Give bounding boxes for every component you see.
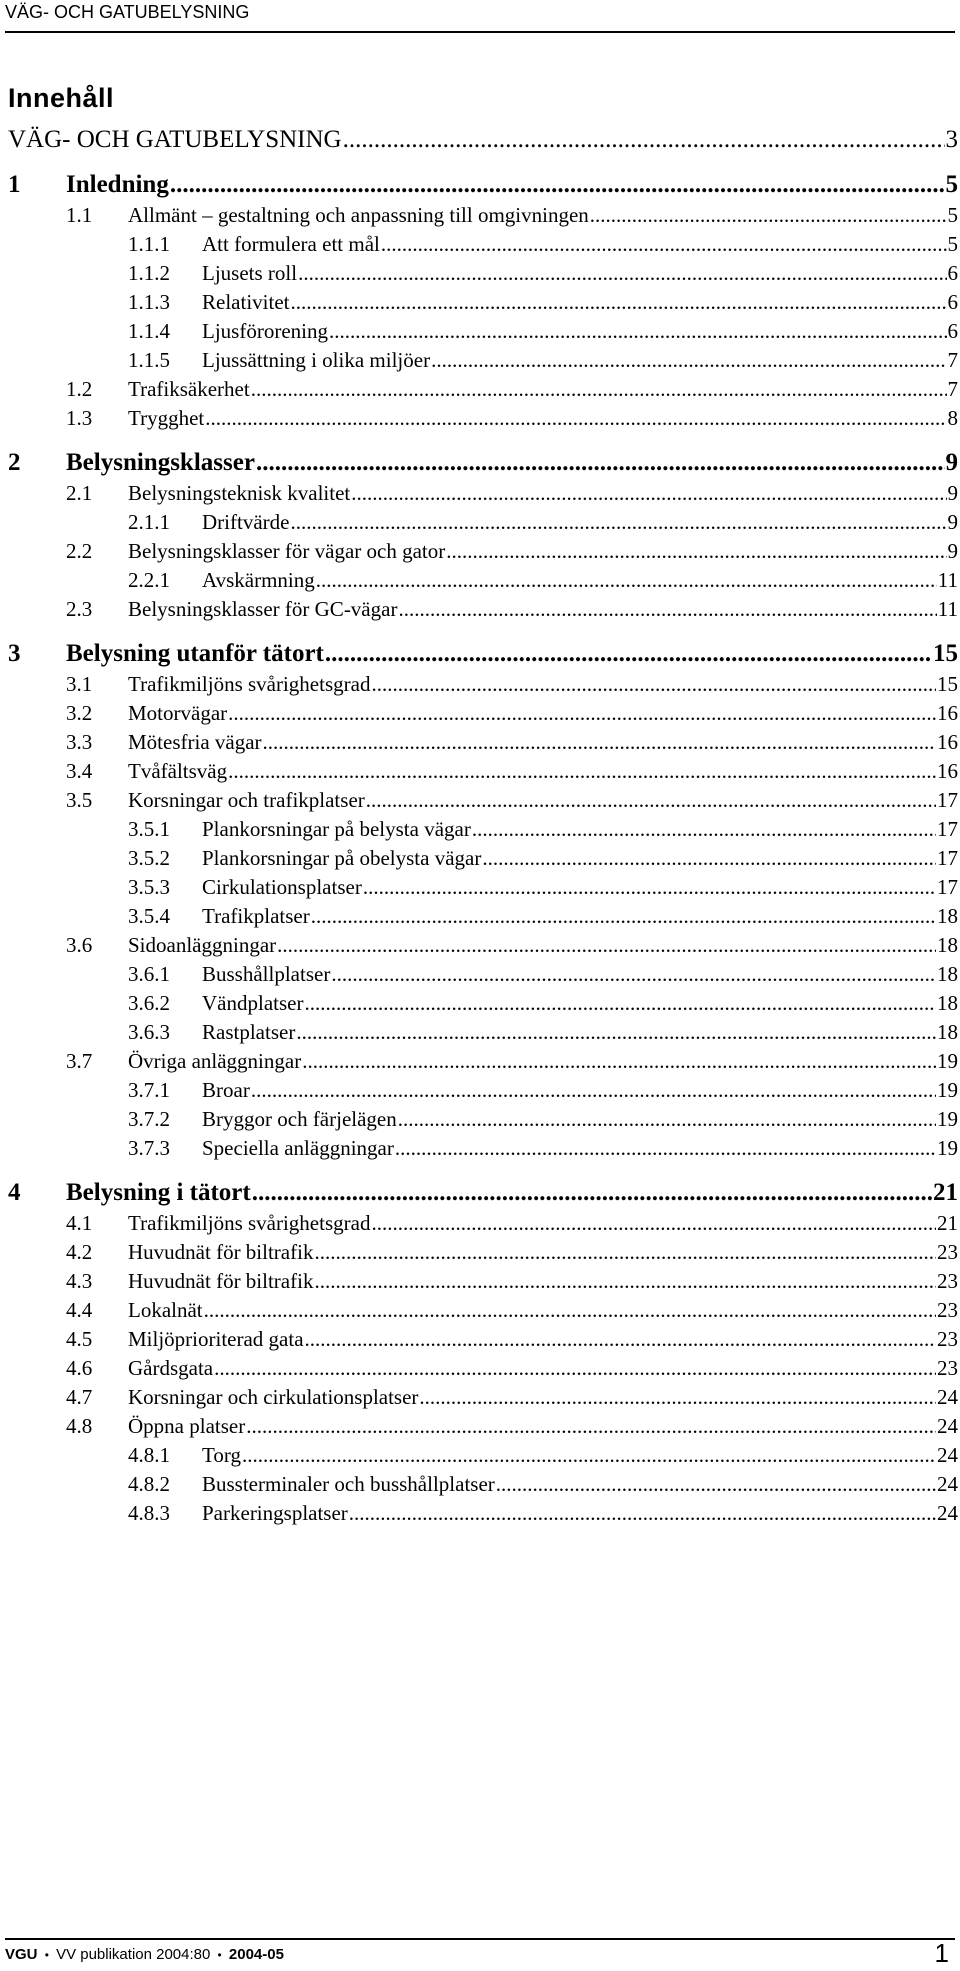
toc-entry-page: 23 (937, 1356, 958, 1380)
toc-entry-title: Bussterminaler och busshållplatser (202, 1472, 495, 1496)
toc-entry-number: 3.6.3 (128, 1020, 170, 1044)
toc-entry[interactable] (0, 287, 960, 317)
toc-entry-title: Broar (202, 1078, 250, 1102)
toc-entry-number: 1.1.2 (128, 261, 170, 285)
toc-entry[interactable] (0, 1498, 960, 1528)
toc-entry-title: Plankorsningar på obelysta vägar (202, 846, 482, 870)
toc-entry-number: 4.8.3 (128, 1501, 170, 1525)
toc-entry-title: Belysning utanför tätort (66, 640, 324, 667)
toc-entry-page: 23 (937, 1327, 958, 1351)
toc-entry[interactable] (0, 785, 960, 815)
toc-entry-number: 2.1.1 (128, 510, 170, 534)
toc-entry-number: 4.2 (66, 1240, 93, 1264)
toc-entry-page: 5 (945, 171, 958, 198)
toc-entry-title: Att formulera ett mål (202, 232, 380, 256)
toc-entry-page: 9 (947, 510, 958, 534)
toc-entry-page: 24 (937, 1414, 958, 1438)
toc-leader-dots (446, 536, 946, 566)
toc-entry[interactable] (0, 125, 960, 155)
toc-entry-number: 3.1 (66, 672, 93, 696)
toc-entry[interactable] (0, 1046, 960, 1076)
toc-entry[interactable] (0, 507, 960, 537)
toc-leader-dots (277, 930, 936, 960)
toc-leader-dots (351, 478, 946, 508)
toc-entry-number: 4.6 (66, 1356, 93, 1380)
toc-leader-dots (398, 594, 936, 624)
toc-entry-title: Belysningsteknisk kvalitet (128, 481, 351, 505)
toc-entry-page: 9 (947, 539, 958, 563)
toc-entry-page: 7 (947, 377, 958, 401)
toc-entry-page: 21 (937, 1211, 958, 1235)
footer-date: 2004-05 (228, 1946, 284, 1963)
toc-entry-page: 17 (937, 788, 958, 812)
footer-publication: VV publikation 2004:80 (56, 1946, 211, 1963)
toc-entry[interactable] (0, 536, 960, 566)
toc-entry-page: 16 (937, 701, 958, 725)
toc-entry[interactable] (0, 1440, 960, 1470)
toc-entry-page: 8 (947, 406, 958, 430)
toc-entry[interactable] (0, 1208, 960, 1238)
toc-entry[interactable] (0, 988, 960, 1018)
toc-leader-dots (366, 785, 936, 815)
toc-leader-dots (314, 1237, 936, 1267)
toc-leader-dots (419, 1382, 936, 1412)
toc-entry[interactable] (0, 1017, 960, 1047)
toc-entry[interactable] (0, 403, 960, 433)
toc-leader-dots (482, 843, 936, 873)
toc-entry-number: 4.8 (66, 1414, 93, 1438)
toc-entry[interactable] (0, 229, 960, 259)
toc-leader-dots (311, 901, 936, 931)
toc-entry[interactable] (0, 1075, 960, 1105)
toc-entry-number: 1.1.5 (128, 348, 170, 372)
toc-entry-title: Cirkulationsplatser (202, 875, 362, 899)
toc-entry[interactable] (0, 756, 960, 786)
toc-entry-number: 3.7 (66, 1049, 93, 1073)
toc-entry-title: Busshållplatser (202, 962, 331, 986)
toc-leader-dots (296, 1017, 936, 1047)
toc-entry-page: 24 (937, 1385, 958, 1409)
toc-leader-dots (304, 988, 936, 1018)
toc-entry-page: 17 (937, 875, 958, 899)
toc-entry-page: 6 (947, 319, 958, 343)
toc-leader-dots (251, 374, 947, 404)
toc-entry-number: 3.4 (66, 759, 93, 783)
toc-leader-dots (343, 125, 945, 155)
toc-leader-dots (363, 872, 936, 902)
toc-entry-number: 3.6.1 (128, 962, 170, 986)
toc-entry-title: Bryggor och färjelägen (202, 1107, 397, 1131)
toc-entry-number: 3.5 (66, 788, 93, 812)
toc-entry[interactable] (0, 698, 960, 728)
toc-entry-number: 1.1.1 (128, 232, 170, 256)
toc-leader-dots (290, 507, 946, 537)
running-header: VÄG- OCH GATUBELYSNING (5, 2, 250, 22)
toc-entry-number: 2.2 (66, 539, 93, 563)
toc-leader-dots (371, 1208, 936, 1238)
toc-entry-page: 24 (937, 1443, 958, 1467)
toc-entry-page: 11 (937, 568, 958, 592)
toc-entry-page: 18 (937, 904, 958, 928)
toc-entry-title: Parkeringsplatser (202, 1501, 348, 1525)
toc-entry-page: 7 (947, 348, 958, 372)
toc-entry[interactable] (0, 1133, 960, 1163)
page-number: 1 (934, 1938, 949, 1968)
toc-entry-number: 3 (8, 640, 21, 667)
toc-entry-number: 1.3 (66, 406, 93, 430)
toc-leader-dots (381, 229, 947, 259)
toc-leader-dots (590, 200, 947, 230)
toc-entry-page: 6 (947, 261, 958, 285)
toc-leader-dots (298, 258, 946, 288)
toc-leader-dots (263, 727, 936, 757)
toc-entry-title: Rastplatser (202, 1020, 296, 1044)
toc-entry-page: 3 (945, 126, 958, 153)
toc-entry[interactable] (0, 1104, 960, 1134)
toc-leader-dots (256, 448, 945, 478)
toc-entry[interactable] (0, 959, 960, 989)
toc-entry[interactable] (0, 200, 960, 230)
toc-entry-page: 18 (937, 991, 958, 1015)
toc-entry-page: 5 (947, 232, 958, 256)
toc-leader-dots (395, 1133, 936, 1163)
toc-entry-title: Speciella anläggningar (202, 1136, 394, 1160)
toc-entry-number: 1 (8, 171, 21, 198)
toc-entry-page: 23 (937, 1298, 958, 1322)
toc-entry-number: 3.3 (66, 730, 93, 754)
toc-entry-number: 2.2.1 (128, 568, 170, 592)
header-rule (5, 31, 955, 33)
toc-entry-number: 3.6.2 (128, 991, 170, 1015)
toc-entry-page: 15 (937, 672, 958, 696)
toc-leader-dots (251, 1075, 936, 1105)
toc-entry-title: Sidoanläggningar (128, 933, 277, 957)
toc-entry-page: 9 (947, 481, 958, 505)
toc-leader-dots (246, 1411, 936, 1441)
toc-entry-number: 3.2 (66, 701, 93, 725)
toc-entry[interactable] (0, 1324, 960, 1354)
toc-entry-number: 3.7.3 (128, 1136, 170, 1160)
toc-entry-number: 3.5.4 (128, 904, 170, 928)
toc-entry-title: Trygghet (128, 406, 205, 430)
toc-leader-dots (398, 1104, 936, 1134)
toc-entry[interactable] (0, 814, 960, 844)
toc-entry-page: 19 (937, 1136, 958, 1160)
toc-entry-number: 2.3 (66, 597, 93, 621)
footer-org: VGU (5, 1946, 38, 1963)
toc-entry-page: 15 (933, 640, 958, 667)
toc-leader-dots (302, 1046, 936, 1076)
toc-leader-dots (214, 1353, 936, 1383)
toc-entry[interactable] (0, 1469, 960, 1499)
toc-entry-page: 23 (937, 1240, 958, 1264)
toc-entry-page: 5 (947, 203, 958, 227)
toc-entry-title: Belysningsklasser för GC-vägar (128, 597, 398, 621)
toc-entry-page: 24 (937, 1501, 958, 1525)
toc-entry-title: Tvåfältsväg (128, 759, 228, 783)
toc-entry-number: 1.1.3 (128, 290, 170, 314)
contents-heading: Innehåll (8, 83, 115, 113)
toc-entry-page: 16 (937, 730, 958, 754)
toc-leader-dots (496, 1469, 936, 1499)
footer (5, 1945, 284, 1965)
toc-leader-dots (325, 639, 932, 669)
toc-entry[interactable] (0, 901, 960, 931)
toc-entry[interactable] (0, 594, 960, 624)
toc-entry[interactable] (0, 1353, 960, 1383)
toc-entry-number: 2.1 (66, 481, 93, 505)
toc-entry-title: Trafikmiljöns svårighetsgrad (128, 672, 371, 696)
toc-leader-dots (204, 1295, 936, 1325)
toc-entry[interactable] (0, 669, 960, 699)
toc-entry-page: 18 (937, 1020, 958, 1044)
toc-entry[interactable] (0, 1411, 960, 1441)
toc-entry-number: 4.7 (66, 1385, 93, 1409)
toc-entry-title: Ljusets roll (202, 261, 298, 285)
toc-entry-page: 16 (937, 759, 958, 783)
toc-leader-dots (331, 959, 936, 989)
toc-leader-dots (205, 403, 946, 433)
toc-entry-title: VÄG- OCH GATUBELYSNING (8, 126, 342, 153)
toc-entry-title: Inledning (66, 171, 169, 198)
toc-entry-page: 18 (937, 962, 958, 986)
toc-entry-number: 4.1 (66, 1211, 93, 1235)
toc-entry-title: Belysningsklasser (66, 449, 255, 476)
footer-separator: • (44, 1948, 49, 1962)
toc-entry-page: 11 (937, 597, 958, 621)
toc-entry[interactable] (0, 478, 960, 508)
toc-entry-title: Motorvägar (128, 701, 228, 725)
toc-entry-title: Trafikplatser (202, 904, 310, 928)
toc-entry-page: 19 (937, 1049, 958, 1073)
toc-entry-number: 3.5.3 (128, 875, 170, 899)
toc-entry-page: 18 (937, 933, 958, 957)
toc-entry-title: Huvudnät för biltrafik (128, 1240, 314, 1264)
toc-entry-number: 3.6 (66, 933, 93, 957)
toc-entry-number: 1.1 (66, 203, 93, 227)
toc-leader-dots (228, 756, 936, 786)
toc-entry[interactable] (0, 872, 960, 902)
toc-entry-page: 19 (937, 1078, 958, 1102)
toc-entry-number: 3.7.2 (128, 1107, 170, 1131)
toc-entry-title: Gårdsgata (128, 1356, 214, 1380)
toc-entry[interactable] (0, 170, 960, 200)
toc-entry-page: 17 (937, 846, 958, 870)
toc-entry-number: 4.5 (66, 1327, 93, 1351)
toc-entry-title: Belysningsklasser för vägar och gator (128, 539, 446, 563)
toc-leader-dots (472, 814, 936, 844)
toc-entry-number: 1.2 (66, 377, 93, 401)
toc-entry-title: Övriga anläggningar (128, 1049, 302, 1073)
toc-entry-number: 3.5.1 (128, 817, 170, 841)
toc-leader-dots (170, 170, 945, 200)
toc-entry-title: Korsningar och trafikplatser (128, 788, 365, 812)
toc-entry[interactable] (0, 374, 960, 404)
toc-entry-title: Korsningar och cirkulationsplatser (128, 1385, 419, 1409)
toc-entry[interactable] (0, 565, 960, 595)
toc-entry-number: 3.5.2 (128, 846, 170, 870)
toc-entry-number: 3.7.1 (128, 1078, 170, 1102)
toc-entry[interactable] (0, 345, 960, 375)
toc-entry-title: Miljöprioriterad gata (128, 1327, 304, 1351)
toc-leader-dots (228, 698, 936, 728)
toc-leader-dots (305, 1324, 936, 1354)
toc-entry[interactable] (0, 1266, 960, 1296)
toc-entry-title: Vändplatser (202, 991, 304, 1015)
toc-entry-title: Huvudnät för biltrafik (128, 1269, 314, 1293)
toc-leader-dots (314, 1266, 936, 1296)
toc-entry[interactable] (0, 1237, 960, 1267)
toc-entry-page: 19 (937, 1107, 958, 1131)
toc-entry-page: 21 (933, 1179, 958, 1206)
footer-rule (5, 1938, 955, 1940)
toc-entry[interactable] (0, 448, 960, 478)
toc-entry[interactable] (0, 727, 960, 757)
toc-entry[interactable] (0, 1178, 960, 1208)
toc-entry-title: Driftvärde (202, 510, 290, 534)
toc-entry-number: 4 (8, 1179, 21, 1206)
toc-entry-number: 4.8.1 (128, 1443, 170, 1467)
footer-separator: • (217, 1948, 222, 1962)
toc-entry-title: Belysning i tätort (66, 1179, 251, 1206)
toc-entry-page: 6 (947, 290, 958, 314)
toc-entry-title: Torg (202, 1443, 241, 1467)
toc-entry-title: Avskärmning (202, 568, 315, 592)
toc-entry[interactable] (0, 258, 960, 288)
toc-entry-number: 4.4 (66, 1298, 93, 1322)
toc-leader-dots (371, 669, 936, 699)
toc-entry-title: Trafiksäkerhet (128, 377, 250, 401)
toc-entry-title: Mötesfria vägar (128, 730, 262, 754)
toc-entry-number: 4.3 (66, 1269, 93, 1293)
toc-entry-title: Plankorsningar på belysta vägar (202, 817, 471, 841)
toc-entry[interactable] (0, 639, 960, 669)
toc-leader-dots (329, 316, 947, 346)
toc-entry-page: 23 (937, 1269, 958, 1293)
toc-leader-dots (349, 1498, 936, 1528)
toc-entry-number: 4.8.2 (128, 1472, 170, 1496)
toc-leader-dots (290, 287, 946, 317)
toc-entry-title: Öppna platser (128, 1414, 246, 1438)
toc-entry[interactable] (0, 1295, 960, 1325)
toc-entry-title: Lokalnät (128, 1298, 203, 1322)
toc-entry-page: 17 (937, 817, 958, 841)
toc-entry-title: Ljusförorening (202, 319, 328, 343)
toc-leader-dots (316, 565, 937, 595)
toc-entry[interactable] (0, 843, 960, 873)
toc-entry[interactable] (0, 316, 960, 346)
toc-entry-title: Relativitet (202, 290, 290, 314)
toc-entry[interactable] (0, 1382, 960, 1412)
toc-entry-number: 1.1.4 (128, 319, 170, 343)
toc-entry-title: Allmänt – gestaltning och anpassning till omgivningen (128, 203, 589, 227)
toc-entry-title: Trafikmiljöns svårighetsgrad (128, 1211, 371, 1235)
toc-entry-page: 9 (945, 449, 958, 476)
toc-leader-dots (252, 1178, 932, 1208)
toc-leader-dots (431, 345, 946, 375)
toc-entry-page: 24 (937, 1472, 958, 1496)
toc-entry-number: 2 (8, 449, 21, 476)
toc-entry[interactable] (0, 930, 960, 960)
toc-leader-dots (242, 1440, 936, 1470)
toc-entry-title: Ljussättning i olika miljöer (202, 348, 431, 372)
